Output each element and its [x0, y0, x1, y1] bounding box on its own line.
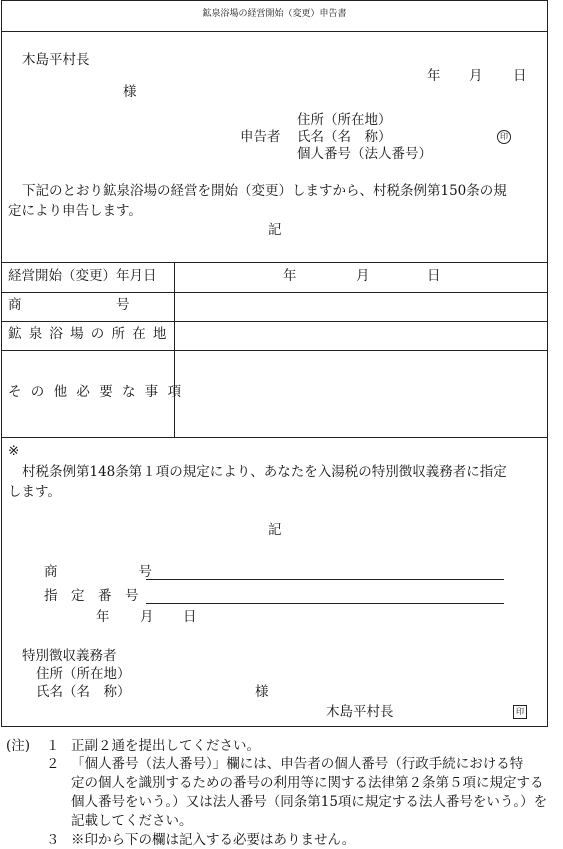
table-label-location: 鉱泉浴場の所在地	[8, 326, 174, 342]
form-title: 鉱泉浴場の経営開始（変更）申告書	[202, 9, 347, 19]
note-2-number: ２	[46, 756, 60, 772]
note-1-text: 正副２通を提出してください。	[71, 738, 260, 754]
date-year: 年	[427, 68, 441, 84]
applicant-label: 申告者	[240, 129, 281, 145]
applicant-number-label: 個人番号（法人番号）	[297, 146, 432, 162]
note-2-line-1: 「個人番号（法人番号）」欄には、申告者の個人番号（行政手続における特	[71, 756, 524, 772]
designation-date-year: 年	[96, 609, 110, 625]
table-date-month: 月	[356, 268, 370, 284]
note-3-text: ※印から下の欄は記入する必要はありません。	[71, 832, 356, 848]
note-2-line-4: 記載してください。	[71, 813, 193, 829]
obligor-name-label: 氏名（名 称）	[36, 684, 131, 700]
table-row-line-2	[1, 321, 548, 322]
addressee: 木島平村長	[22, 52, 90, 68]
note-3-number: ３	[46, 832, 60, 848]
designation-date-month: 月	[140, 609, 154, 625]
note-1-number: １	[46, 738, 60, 754]
table-row-line-1	[1, 292, 548, 293]
title-divider	[1, 31, 548, 32]
table-bottom-line	[1, 437, 548, 438]
body-line-2: 定により申告します。	[8, 203, 142, 219]
addressee-sama: 様	[123, 84, 137, 100]
ki-heading: 記	[268, 222, 282, 238]
notes-header: (注)	[6, 738, 31, 754]
table-date-year: 年	[283, 268, 297, 284]
designation-text-2: します。	[8, 484, 61, 500]
square-seal-icon: 印	[513, 705, 527, 719]
table-label-shogo: 商 号	[8, 297, 130, 313]
designation-date-day: 日	[183, 609, 197, 625]
applicant-name-label: 氏名（名 称）	[297, 129, 392, 145]
designation-number-label: 指 定 番 号	[44, 588, 139, 604]
table-date-day: 日	[427, 268, 441, 284]
note-2-line-3: 個人番号をいう。）又は法人番号（同条第15項に規定する法人番号をいう。）を	[71, 794, 548, 810]
number-underline	[146, 603, 504, 604]
issuer-mayor: 木島平村長	[326, 704, 394, 720]
obligor-heading: 特別徴収義務者	[22, 648, 117, 664]
applicant-address-label: 住所（所在地）	[297, 112, 392, 128]
seal-icon: 印	[497, 130, 511, 144]
obligor-address-label: 住所（所在地）	[36, 666, 131, 682]
shogo-underline	[146, 579, 504, 580]
table-row-line-3	[1, 350, 548, 351]
table-top-line	[1, 262, 548, 263]
date-month: 月	[469, 68, 483, 84]
designation-shogo-label: 商 号	[44, 564, 152, 580]
kome-mark: ※	[8, 443, 20, 459]
form-frame	[1, 0, 548, 727]
obligor-sama: 様	[255, 684, 269, 700]
table-label-other: その他必要な事項	[8, 384, 191, 400]
designation-ki: 記	[268, 522, 282, 538]
table-label-start-date: 経営開始（変更）年月日	[8, 268, 157, 284]
date-day: 日	[513, 68, 527, 84]
table-column-divider	[174, 262, 175, 437]
body-line-1: 下記のとおり鉱泉浴場の経営を開始（変更）しますから、村税条例第150条の規	[22, 183, 507, 199]
note-2-line-2: 定の個人を識別するための番号の利用等に関する法律第２条第５項に規定する	[71, 775, 544, 791]
designation-text-1: 村税条例第148条第１項の規定により、あなたを入湯税の特別徴収義務者に指定	[22, 464, 507, 480]
